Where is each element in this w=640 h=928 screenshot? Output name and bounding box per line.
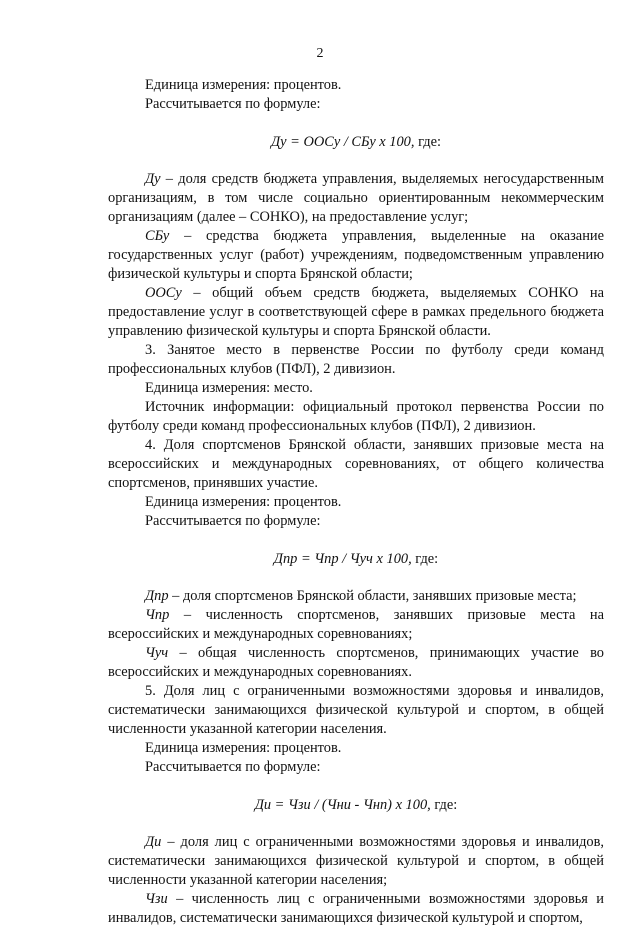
definition-term: Дпр bbox=[145, 588, 169, 604]
formula bbox=[108, 133, 604, 152]
definition bbox=[108, 833, 604, 890]
paragraph: Рассчитывается по формуле: bbox=[145, 96, 321, 112]
paragraph: 5. Доля лиц с ограниченными возможностями здоровья и инвалидов, систематически занимающихся физической культурой и спортом, в общей численности указанной категории населения. bbox=[108, 683, 604, 737]
formula bbox=[108, 796, 604, 815]
page-number: 2 bbox=[316, 46, 324, 61]
definition-text: – доля лиц с ограниченными возможностями здоровья и инвалидов, систематически занимающихся физической культурой и спортом, в общей численности указанной категории населения; bbox=[108, 834, 604, 888]
paragraph: Источник информации: официальный протокол первенства России по футболу среди команд профессиональных клубов (ПФЛ), 2 дивизион. bbox=[108, 399, 604, 434]
definition bbox=[108, 606, 604, 644]
paragraph: 3. Занятое место в первенстве России по футболу среди команд профессиональных клубов (ПФЛ), 2 дивизион. bbox=[108, 342, 604, 377]
formula-tail: где: bbox=[430, 797, 458, 813]
paragraph: Единица измерения: процентов. bbox=[145, 77, 342, 93]
formula-tail: где: bbox=[414, 134, 441, 150]
definition bbox=[108, 284, 604, 341]
definition bbox=[108, 890, 604, 928]
definition-text: – численность спортсменов, занявших призовые места на всероссийских и международных соревнованиях; bbox=[108, 607, 604, 642]
definition bbox=[108, 227, 604, 284]
definition-term: Ду bbox=[145, 171, 161, 187]
formula-tail: где: bbox=[411, 551, 439, 567]
definition-text: – доля спортсменов Брянской области, занявших призовые места; bbox=[168, 588, 577, 604]
definition-term: Чпр bbox=[145, 607, 170, 623]
paragraph: Единица измерения: процентов. bbox=[145, 494, 342, 510]
paragraph: Единица измерения: процентов. bbox=[145, 740, 342, 756]
definition-text: – общий объем средств бюджета, выделяемых СОНКО на предоставление услуг в соответствующей сфере в рамках предельного бюджета управлению физической культуры и спорта Брянской области. bbox=[108, 285, 604, 339]
paragraph: Единица измерения: место. bbox=[145, 380, 313, 396]
formula-expression: Дпр = Чпр / Чуч х 100, bbox=[273, 551, 412, 567]
definition-term: Ди bbox=[145, 834, 162, 850]
paragraph: Рассчитывается по формуле: bbox=[145, 759, 321, 775]
definition-term: ООСу bbox=[145, 285, 182, 301]
formula-expression: Ди = Чзи / (Чни - Чнп) х 100, bbox=[254, 797, 431, 813]
definition-text: – общая численность спортсменов, принимающих участие во всероссийских и международных соревнованиях. bbox=[108, 645, 604, 680]
definition-term: СБу bbox=[145, 228, 170, 244]
definition bbox=[108, 644, 604, 682]
paragraph: 4. Доля спортсменов Брянской области, занявших призовые места на всероссийских и международных соревнованиях, от общего количества спортсменов, принявших участие. bbox=[108, 437, 604, 491]
definition-text: – доля средств бюджета управления, выделяемых негосударственным организациям, в том числе социально ориентированным некоммерческим организациям (далее – СОНКО), на предоставление услуг; bbox=[108, 171, 604, 225]
definition-text: – средства бюджета управления, выделенные на оказание государственных услуг (работ) учреждениям, подведомственным управлению физической культуры и спорта Брянской области; bbox=[108, 228, 604, 282]
formula-expression: Ду = ООСу / СБу х 100, bbox=[271, 134, 415, 150]
definition-term: Чуч bbox=[145, 645, 169, 661]
definition-term: Чзи bbox=[145, 891, 168, 907]
definition bbox=[108, 170, 604, 227]
definition-text: – численность лиц с ограниченными возможностями здоровья и инвалидов, систематически занимающихся физической культурой и спортом, bbox=[108, 891, 604, 926]
paragraph: Рассчитывается по формуле: bbox=[145, 513, 321, 529]
document-body bbox=[108, 76, 604, 928]
definition bbox=[108, 587, 604, 606]
formula bbox=[108, 550, 604, 569]
